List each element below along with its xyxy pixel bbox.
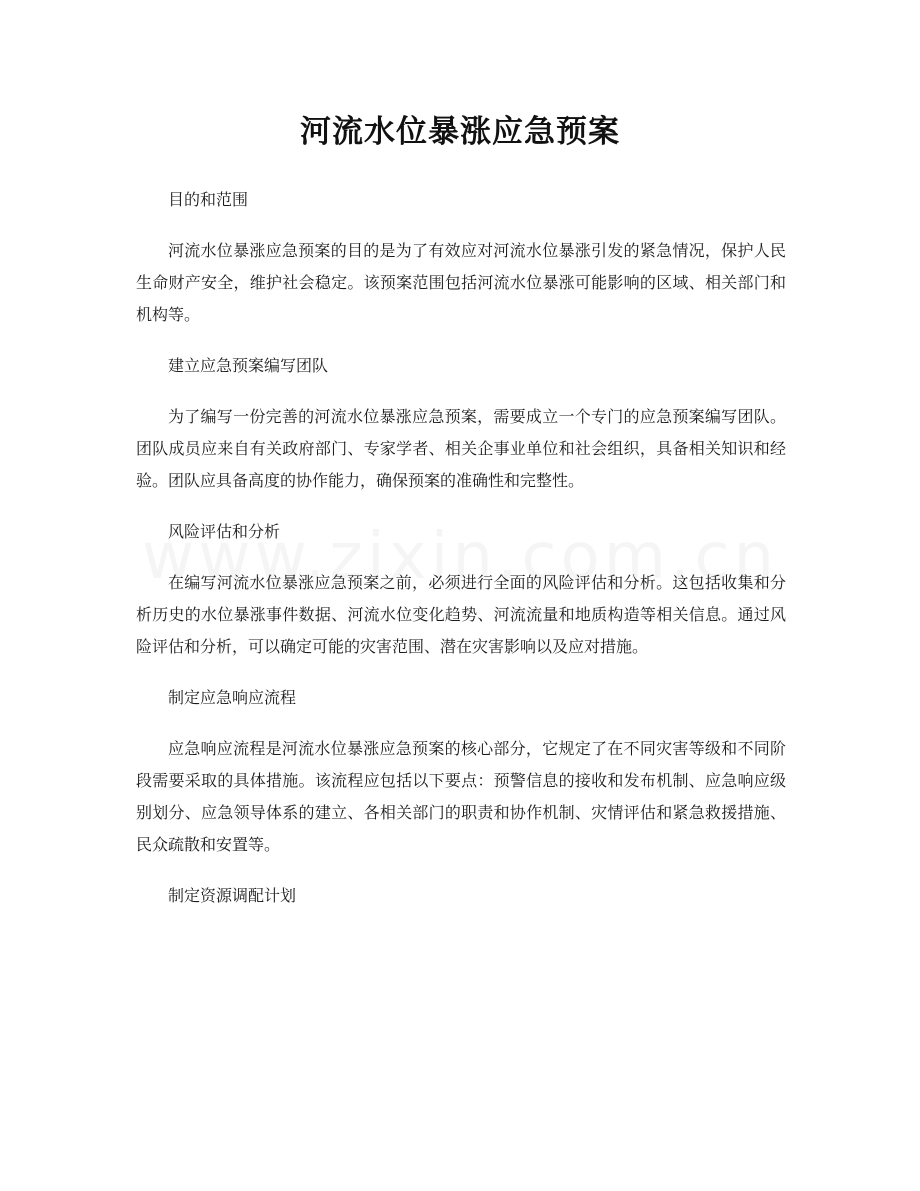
document-title: 河流水位暴涨应急预案 (300, 114, 620, 150)
section-heading-purpose: 目的和范围 (168, 190, 249, 209)
section-heading-risk: 风险评估和分析 (168, 522, 281, 541)
section-paragraph-risk: 在编写河流水位暴涨应急预案之前，必须进行全面的风险评估和分析。这包括收集和分析历史的水位暴涨事件数据、河流水位变化趋势、河流流量和地质构造等相关信息。通过风险评估和分析，可以确定可能的灾害范围、潜在灾害影响以及应对措施。 (136, 573, 786, 656)
document-body (136, 184, 786, 931)
section-heading-team: 建立应急预案编写团队 (168, 356, 329, 375)
section-paragraph-team: 为了编写一份完善的河流水位暴涨应急预案，需要成立一个专门的应急预案编写团队。团队成员应来自有关政府部门、专家学者、相关企事业单位和社会组织，具备相关知识和经验。团队应具备高度的协作能力，确保预案的准确性和完整性。 (136, 407, 786, 490)
section-heading-resources: 制定资源调配计划 (168, 886, 297, 905)
section-paragraph-response: 应急响应流程是河流水位暴涨应急预案的核心部分，它规定了在不同灾害等级和不同阶段需要采取的具体措施。该流程应包括以下要点：预警信息的接收和发布机制、应急响应级别划分、应急领导体系的建立、各相关部门的职责和协作机制、灾情评估和紧急救援措施、民众疏散和安置等。 (136, 739, 786, 854)
section-heading-response: 制定应急响应流程 (168, 688, 297, 707)
section-paragraph-purpose: 河流水位暴涨应急预案的目的是为了有效应对河流水位暴涨引发的紧急情况，保护人民生命财产安全，维护社会稳定。该预案范围包括河流水位暴涨可能影响的区域、相关部门和机构等。 (136, 241, 786, 324)
